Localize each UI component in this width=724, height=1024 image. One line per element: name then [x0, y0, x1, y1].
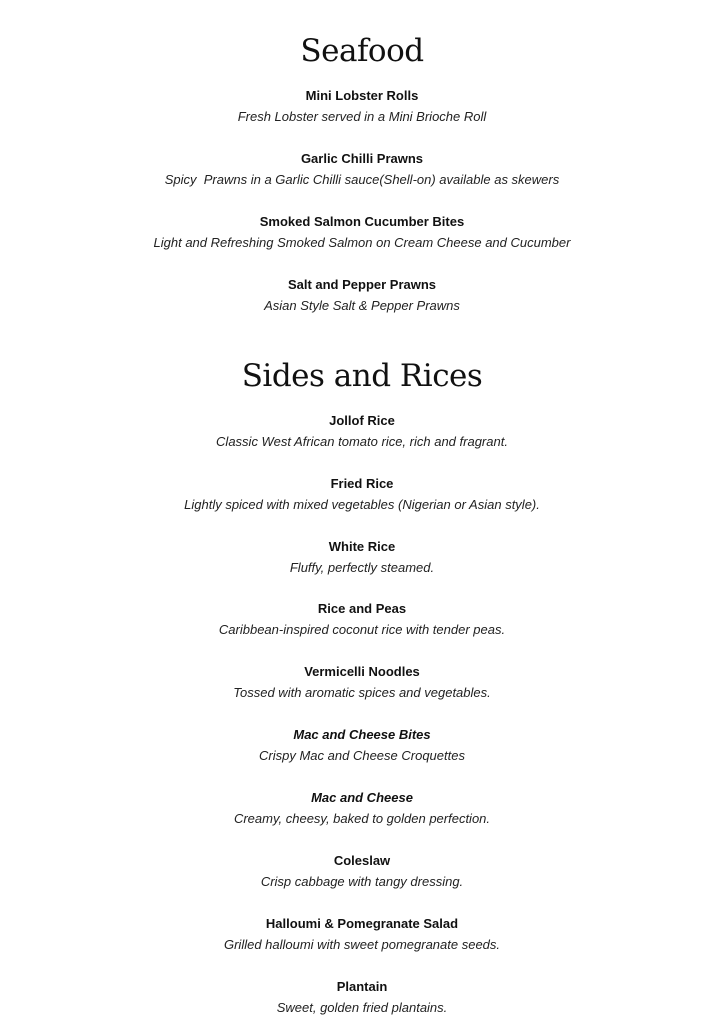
item-name: Coleslaw: [333, 853, 391, 868]
menu-item: [0, 88, 724, 125]
item-name: Salt and Pepper Prawns: [287, 277, 437, 292]
item-description: Caribbean-inspired coconut rice with tender peas.: [218, 622, 506, 637]
item-name: Smoked Salmon Cucumber Bites: [259, 214, 465, 229]
item-description: Fluffy, perfectly steamed.: [289, 560, 435, 575]
item-name: Rice and Peas: [317, 601, 407, 616]
menu-item: [0, 727, 724, 764]
item-description: Fresh Lobster served in a Mini Brioche Roll: [237, 109, 487, 124]
menu-item: [0, 601, 724, 638]
menu-item: [0, 790, 724, 827]
item-description: Grilled halloumi with sweet pomegranate seeds.: [223, 937, 501, 952]
item-name: White Rice: [328, 539, 396, 554]
item-name: Vermicelli Noodles: [304, 664, 420, 679]
item-name: Halloumi & Pomegranate Salad: [265, 916, 459, 931]
item-description: Asian Style Salt & Pepper Prawns: [264, 298, 460, 313]
menu-item: [0, 979, 724, 1016]
item-description: Light and Refreshing Smoked Salmon on Cream Cheese and Cucumber: [153, 235, 571, 250]
menu-item: [0, 151, 724, 188]
menu-item: [0, 214, 724, 251]
item-name: Jollof Rice: [329, 413, 395, 428]
menu-item: [0, 664, 724, 701]
item-name: Mac and Cheese: [311, 790, 413, 805]
item-name: Garlic Chilli Prawns: [300, 151, 424, 166]
menu-item: [0, 476, 724, 513]
item-description: Sweet, golden fried plantains.: [276, 1000, 448, 1015]
menu-item: [0, 277, 724, 314]
section-title-seafood: Seafood: [300, 33, 424, 69]
menu-item: [0, 413, 724, 450]
item-name: Fried Rice: [330, 476, 394, 491]
item-name: Mini Lobster Rolls: [305, 88, 419, 103]
item-description: Crisp cabbage with tangy dressing.: [260, 874, 464, 889]
section-title-sides-and-rices: Sides and Rices: [241, 358, 483, 394]
item-description: Spicy Prawns in a Garlic Chilli sauce(Shell-on) available as skewers: [164, 172, 560, 187]
menu-item: [0, 539, 724, 576]
item-description: Crispy Mac and Cheese Croquettes: [259, 748, 465, 763]
item-description: Lightly spiced with mixed vegetables (Nigerian or Asian style).: [184, 497, 540, 512]
item-name: Plantain: [336, 979, 388, 994]
item-description: Classic West African tomato rice, rich and fragrant.: [216, 434, 508, 449]
item-description: Tossed with aromatic spices and vegetables.: [233, 685, 491, 700]
item-description: Creamy, cheesy, baked to golden perfection.: [233, 811, 491, 826]
menu-item: [0, 916, 724, 953]
menu-item: [0, 853, 724, 890]
item-name: Mac and Cheese Bites: [293, 727, 431, 742]
